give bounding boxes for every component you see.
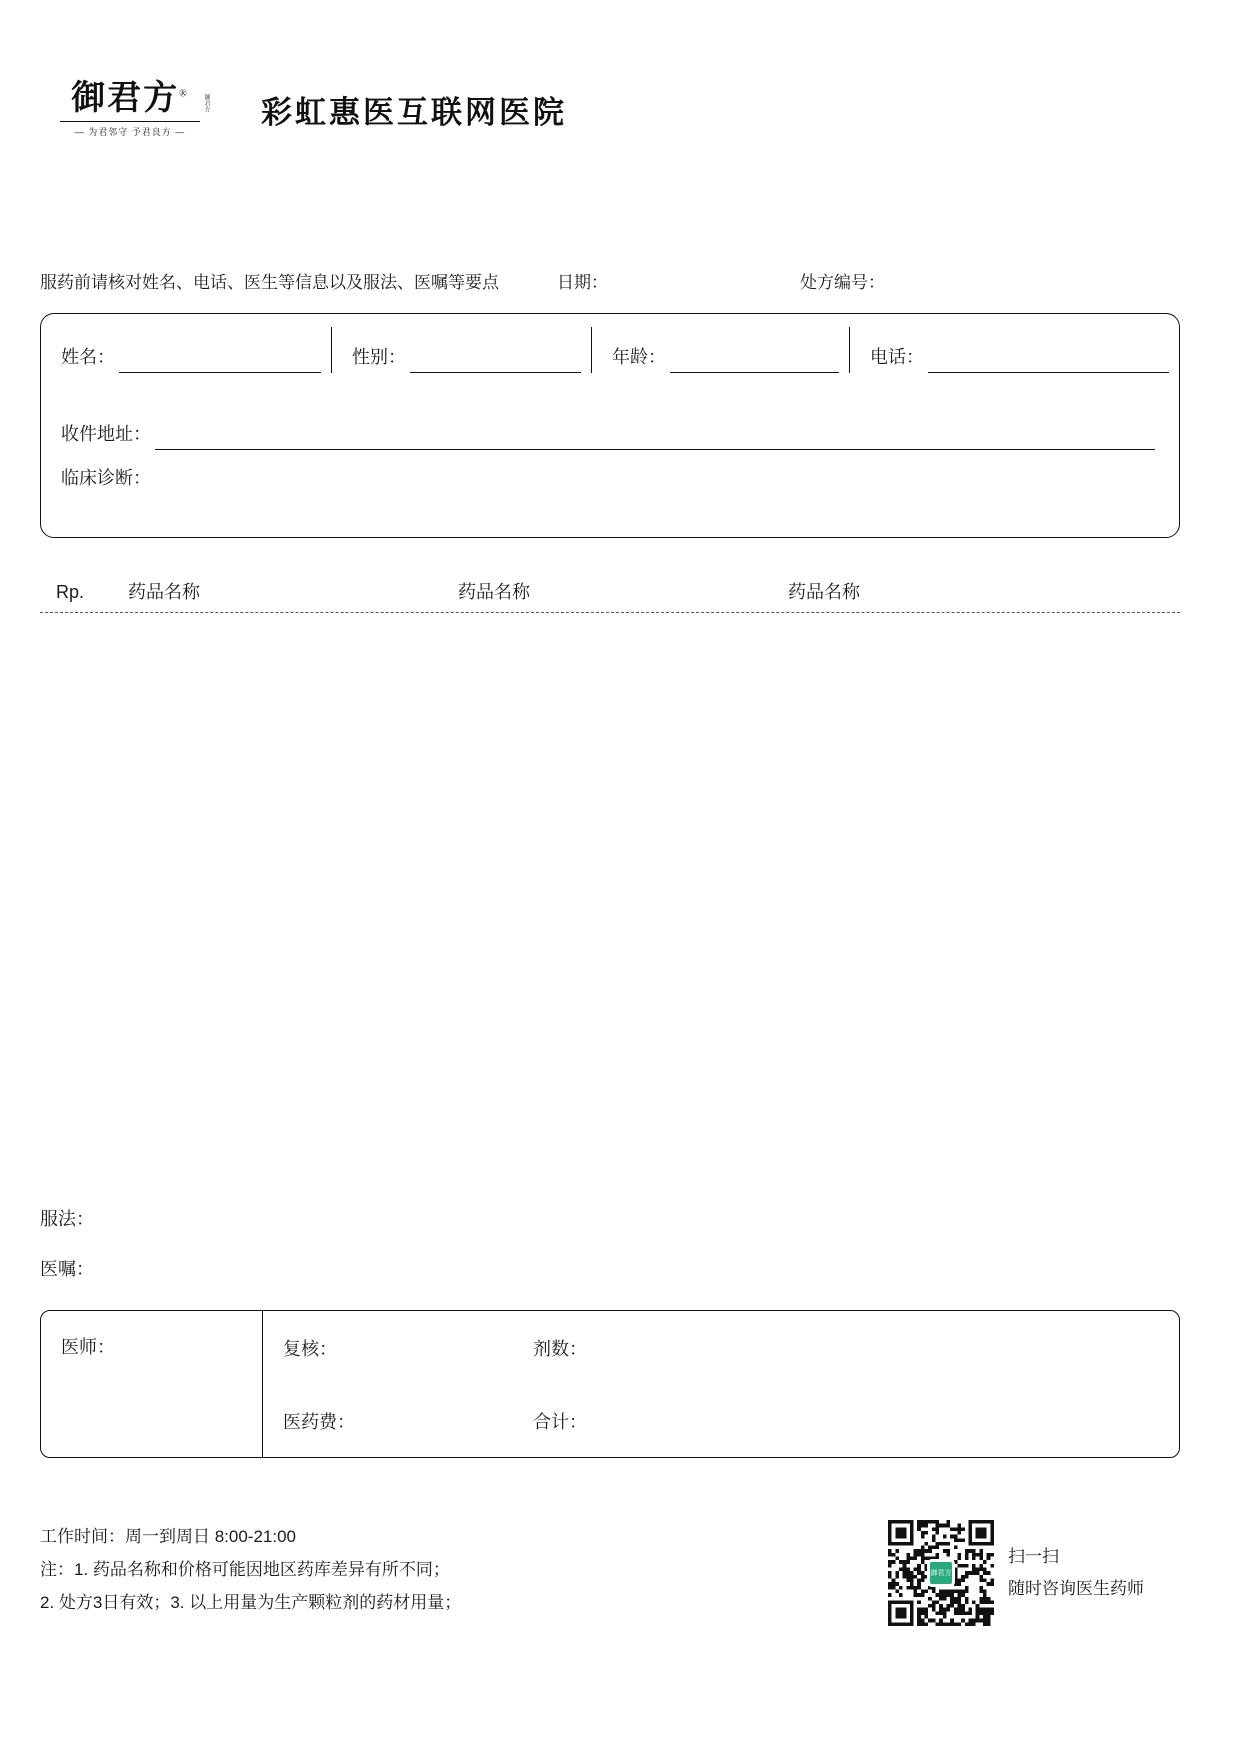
date-label: 日期： xyxy=(557,273,608,292)
footer-note-1: 注：1. 药品名称和价格可能因地区药库差异有所不同； xyxy=(40,1560,450,1580)
rp-label: Rp. xyxy=(56,582,85,602)
document-header xyxy=(55,80,567,138)
rp-header-row xyxy=(56,578,1180,604)
gender-label: 性别： xyxy=(352,347,406,367)
notice-row xyxy=(40,268,1180,293)
drug-column-header-3: 药品名称 xyxy=(788,582,860,602)
logo-mark-text: 御君方 xyxy=(71,80,180,117)
qr-caption-line1: 扫一扫 xyxy=(1008,1546,1059,1566)
recheck-label: 复核： xyxy=(283,1338,337,1359)
advice-label: 医嘱： xyxy=(40,1259,94,1279)
doctor-label: 医师： xyxy=(41,1311,263,1457)
gender-input-line[interactable] xyxy=(410,371,581,373)
brand-logo xyxy=(55,80,209,138)
name-label: 姓名： xyxy=(61,347,115,367)
drug-column-header-1: 药品名称 xyxy=(128,582,200,602)
diagnosis-label: 临床诊断： xyxy=(61,468,151,488)
field-gender[interactable] xyxy=(331,327,591,373)
work-hours: 工作时间：周一到周日 8:00-21:00 xyxy=(40,1527,297,1546)
field-address[interactable] xyxy=(41,386,1179,450)
recheck-row xyxy=(263,1311,1179,1384)
address-label: 收件地址： xyxy=(61,424,151,444)
phone-label: 电话： xyxy=(870,347,924,367)
logo-divider xyxy=(60,121,200,122)
age-label: 年龄： xyxy=(612,347,666,367)
signature-right xyxy=(263,1311,1179,1457)
logo-side-text: 御君方 xyxy=(203,94,209,112)
qr-caption-line2: 随时咨询医生药师 xyxy=(1008,1579,1144,1598)
total-label: 合计： xyxy=(533,1411,587,1432)
patient-basic-row xyxy=(41,314,1179,386)
drug-fee-label: 医药费： xyxy=(283,1411,355,1432)
prescription-no-label: 处方编号： xyxy=(800,273,885,292)
patient-info-box xyxy=(40,313,1180,538)
phone-input-line[interactable] xyxy=(928,371,1169,373)
logo-slogan: — 为君邻守 予君良方 — xyxy=(74,127,186,138)
footer-note-2: 2. 处方3日有效；3. 以上用量为生产颗粒剂的药材用量； xyxy=(40,1593,462,1613)
qr-center-logo: 御君方 xyxy=(927,1559,955,1587)
age-input-line[interactable] xyxy=(670,371,839,373)
hospital-name: 彩虹惠医互联网医院 xyxy=(261,94,567,130)
notice-text: 服药前请核对姓名、电话、医生等信息以及服法、医嘱等要点 xyxy=(40,273,499,292)
dose-count-label: 剂数： xyxy=(533,1338,587,1359)
qr-caption xyxy=(1008,1541,1144,1606)
qr-area xyxy=(888,1520,1144,1626)
logo-registered-icon: ® xyxy=(179,88,189,100)
qr-code-icon[interactable] xyxy=(888,1520,994,1626)
field-phone[interactable] xyxy=(849,327,1179,373)
signature-box xyxy=(40,1310,1180,1458)
field-diagnosis[interactable] xyxy=(41,450,1179,514)
field-age[interactable] xyxy=(591,327,849,373)
address-input-line[interactable] xyxy=(155,448,1155,450)
usage-label: 服法： xyxy=(40,1209,94,1229)
rp-divider xyxy=(40,612,1180,613)
footer-notes xyxy=(40,1520,860,1619)
logo-wordmark xyxy=(55,80,205,117)
field-name[interactable] xyxy=(41,327,331,373)
fee-row xyxy=(263,1384,1179,1457)
drug-column-header-2: 药品名称 xyxy=(458,582,530,602)
name-input-line[interactable] xyxy=(119,371,321,373)
